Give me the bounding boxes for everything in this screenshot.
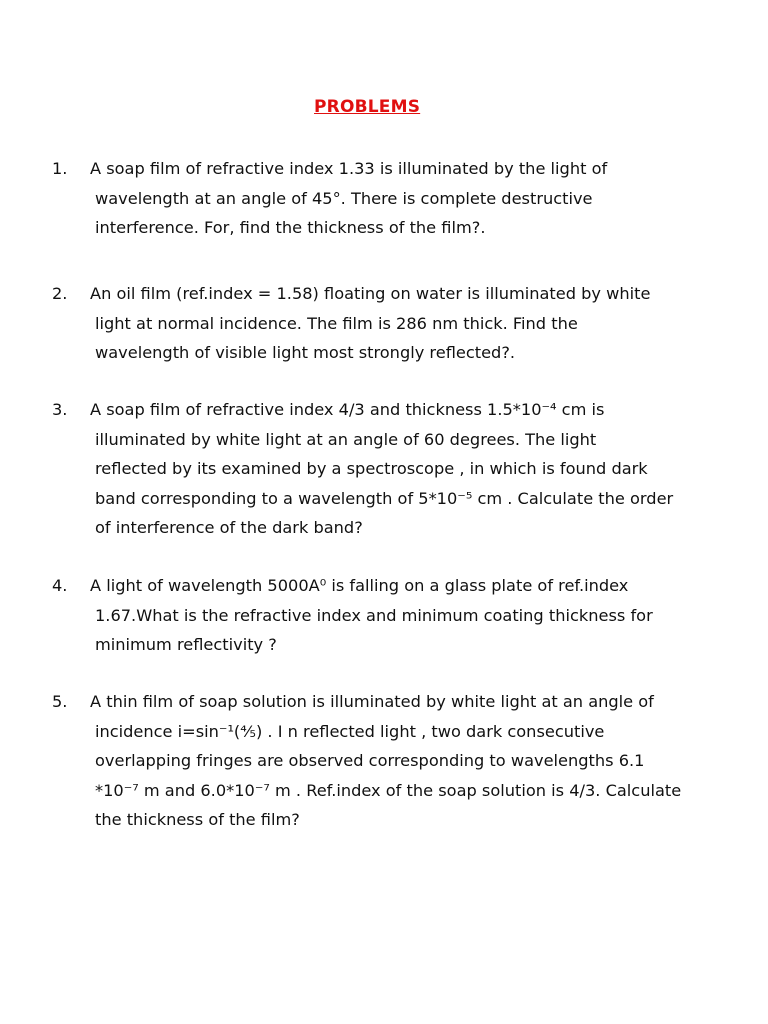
problem-1 — [52, 154, 752, 243]
problem-line: A light of wavelength 5000A⁰ is falling on a glass plate of ref.index — [90, 576, 629, 595]
problem-line: An oil film (ref.index = 1.58) floating on water is illuminated by white — [90, 284, 651, 303]
problem-line: wavelength at an angle of 45°. There is complete destructive — [95, 188, 593, 208]
problem-line: light at normal incidence. The film is 286 nm thick. Find the — [95, 313, 578, 333]
problem-line: band corresponding to a wavelength of 5*10⁻⁵ cm . Calculate the order — [95, 488, 674, 508]
problem-line: 1.67.What is the refractive index and minimum coating thickness for — [95, 605, 653, 625]
problem-line: the thickness of the film? — [95, 810, 300, 829]
problem-2 — [52, 279, 752, 368]
problem-line: A soap film of refractive index 1.33 is illuminated by the light of — [90, 159, 608, 178]
problem-5 — [52, 687, 752, 835]
problem-number: 5. — [52, 692, 68, 711]
problem-line: interference. For, find the thickness of the film?. — [95, 218, 486, 237]
problem-line: overlapping fringes are observed corresponding to wavelengths 6.1 — [95, 751, 645, 770]
problem-line: minimum reflectivity ? — [95, 635, 277, 654]
problem-4 — [52, 571, 752, 660]
problem-number: 3. — [52, 400, 68, 419]
problem-number: 4. — [52, 576, 68, 595]
problem-line: A soap film of refractive index 4/3 and thickness 1.5*10⁻⁴ cm is — [90, 400, 605, 419]
page-title: PROBLEMS — [314, 97, 421, 117]
problem-line: A thin film of soap solution is illuminated by white light at an angle of — [90, 692, 654, 711]
problem-line: illuminated by white light at an angle of 60 degrees. The light — [95, 429, 597, 449]
problem-line: reflected by its examined by a spectroscope , in which is found dark — [95, 459, 648, 478]
problem-3 — [52, 395, 752, 543]
problem-number: 1. — [52, 159, 68, 178]
problem-line: of interference of the dark band? — [95, 518, 363, 537]
problem-line: incidence i=sin⁻¹(⅘) . I n reflected light , two dark consecutive — [95, 721, 605, 741]
problem-line: wavelength of visible light most strongly reflected?. — [95, 343, 516, 362]
problem-line: *10⁻⁷ m and 6.0*10⁻⁷ m . Ref.index of the soap solution is 4/3. Calculate — [95, 780, 682, 800]
problem-number: 2. — [52, 284, 68, 303]
